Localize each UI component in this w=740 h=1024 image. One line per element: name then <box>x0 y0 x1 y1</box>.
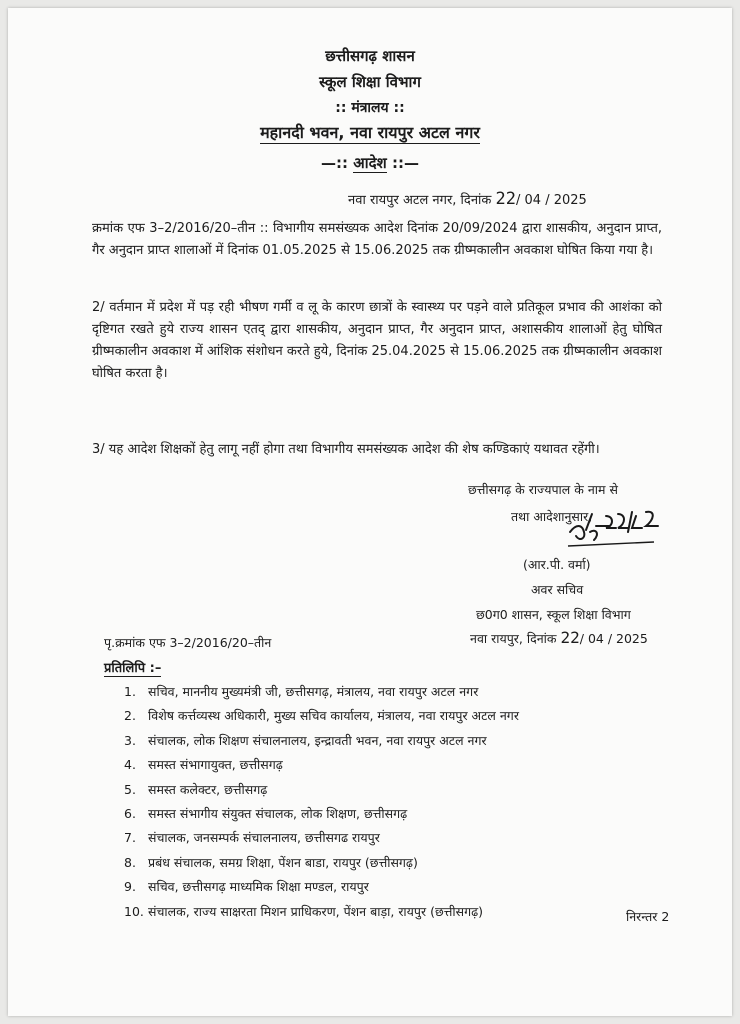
list-item <box>124 680 684 704</box>
order-date-line <box>348 189 587 209</box>
signatory-designation: अवर सचिव <box>531 582 584 597</box>
paragraph-1: क्रमांक एफ 3–2/2016/20–तीन :: विभागीय समसंख्यक आदेश दिनांक 20/09/2024 द्वारा शासकीय, अनुदान प्राप्त, गैर अनुदान प्राप्त शालाओं में दिनांक 01.05.2025 से 15.06.2025 तक ग्रीष्मकालीन अवकाश घोषित किया गया है। <box>92 221 662 258</box>
order-heading-prefix: —:: <box>321 154 354 172</box>
list-item <box>124 851 684 875</box>
list-item-number: 4. <box>124 757 136 773</box>
list-item-number: 10. <box>124 903 144 919</box>
signature-order-line: तथा आदेशानुसार, <box>511 509 593 524</box>
list-item <box>124 753 684 777</box>
list-item-text: सचिव, छत्तीसगढ़ माध्यमिक शिक्षा मण्डल, रायपुर <box>148 879 369 895</box>
list-item <box>124 900 684 924</box>
continued-marker: निरन्तर 2 <box>626 909 670 924</box>
list-item-text: सचिव, माननीय मुख्यमंत्री जी, छत्तीसगढ़, मंत्रालय, नवा रायपुर अटल नगर <box>148 684 479 699</box>
list-item-number: 1. <box>124 684 136 699</box>
list-item-number: 2. <box>124 708 136 724</box>
signatory-name: (आर.पी. वर्मा) <box>523 557 591 572</box>
signatory-date-rest: / 04 / 2025 <box>579 631 648 646</box>
list-item-text: संचालक, राज्य साक्षरता मिशन प्राधिकरण, पेंशन बाड़ा, रायपुर (छत्तीसगढ़) <box>148 903 484 919</box>
list-item <box>124 778 684 802</box>
list-item-text: संचालक, लोक शिक्षण संचालनालय, इन्द्रावती भवन, नवा रायपुर अटल नगर <box>148 732 487 748</box>
list-item-text: प्रबंध संचालक, समग्र शिक्षा, पेंशन बाडा, रायपुर (छत्तीसगढ़) <box>148 854 418 870</box>
paragraph-2: 2/ वर्तमान में प्रदेश में पड़ रही भीषण गर्मी व लू के कारण छात्रों के स्वास्थ्य पर पड़ने वाले प्रतिकूल प्रभाव की आशंका को दृष्टिगत रखते हुये राज्य शासन एतद् द्वारा शासकीय, अनुदान प्राप्त, गैर अनुदान प्राप्त, अशासकीय शालाओं हेतु घोषित ग्रीष्मकालीन अवकाश में आंशिक संशोधन करते हुये, दिनांक 25.04.2025 से 15.06.2025 तक ग्रीष्मकालीन अवकाश घोषित करता है। <box>92 300 662 381</box>
copy-to-list <box>124 680 684 924</box>
list-item-number: 7. <box>124 830 136 846</box>
signature-governor-line: छत्तीसगढ़ के राज्यपाल के नाम से <box>468 482 618 497</box>
list-item <box>124 729 684 753</box>
list-item-text: समस्त कलेक्टर, छत्तीसगढ़ <box>148 781 268 797</box>
signatory-department: छ0ग0 शासन, स्कूल शिक्षा विभाग <box>476 607 631 622</box>
order-heading-suffix: ::— <box>386 154 419 172</box>
copy-to-label <box>104 658 161 676</box>
list-item-number: 5. <box>124 781 136 797</box>
list-item-text: समस्त संभागीय संयुक्त संचालक, लोक शिक्षण, छत्तीसगढ़ <box>148 805 408 821</box>
list-item <box>124 826 684 850</box>
signatory-place-date-prefix: नवा रायपुर, दिनांक <box>470 631 557 646</box>
list-item-number: 8. <box>124 854 136 870</box>
copy-to-label-text: प्रतिलिपि :– <box>104 661 162 676</box>
list-item-number: 3. <box>124 732 136 748</box>
order-date-day: 22 <box>495 189 517 209</box>
handwritten-signature <box>566 502 676 552</box>
list-item-text: संचालक, जनसम्पर्क संचालनालय, छत्तीसगढ रायपुर <box>148 830 380 846</box>
list-item-text: विशेष कर्त्तव्यस्थ अधिकारी, मुख्य सचिव कार्यालय, मंत्रालय, नवा रायपुर अटल नगर <box>148 708 519 724</box>
list-item <box>124 704 684 728</box>
order-date-rest: / 04 / 2025 <box>516 193 587 208</box>
signatory-place-date <box>470 628 648 647</box>
list-item <box>124 802 684 826</box>
order-heading <box>8 153 732 173</box>
list-item <box>124 875 684 899</box>
order-heading-title: आदेश <box>353 154 387 172</box>
header-government: छत्तीसगढ़ शासन <box>325 47 415 65</box>
list-item-text: समस्त संभागायुक्त, छत्तीसगढ़ <box>148 757 283 773</box>
header-address <box>8 121 732 143</box>
header-department: स्कूल शिक्षा विभाग <box>319 73 421 91</box>
endorsement-ref: पृ.क्रमांक एफ 3–2/2016/20–तीन <box>104 635 272 650</box>
list-item-number: 9. <box>124 879 136 895</box>
list-item-number: 6. <box>124 805 136 821</box>
header-address-text: महानदी भवन, नवा रायपुर अटल नगर <box>260 123 480 142</box>
signatory-date-day: 22 <box>560 628 580 647</box>
order-date-prefix: नवा रायपुर अटल नगर, दिनांक <box>348 193 492 208</box>
header-ministry: :: मंत्रालय :: <box>335 100 405 116</box>
paragraph-3: 3/ यह आदेश शिक्षकों हेतु लागू नहीं होगा तथा विभागीय समसंख्यक आदेश की शेष कण्डिकाएं यथावत रहेंगी। <box>92 442 600 457</box>
document-page <box>8 8 732 1016</box>
